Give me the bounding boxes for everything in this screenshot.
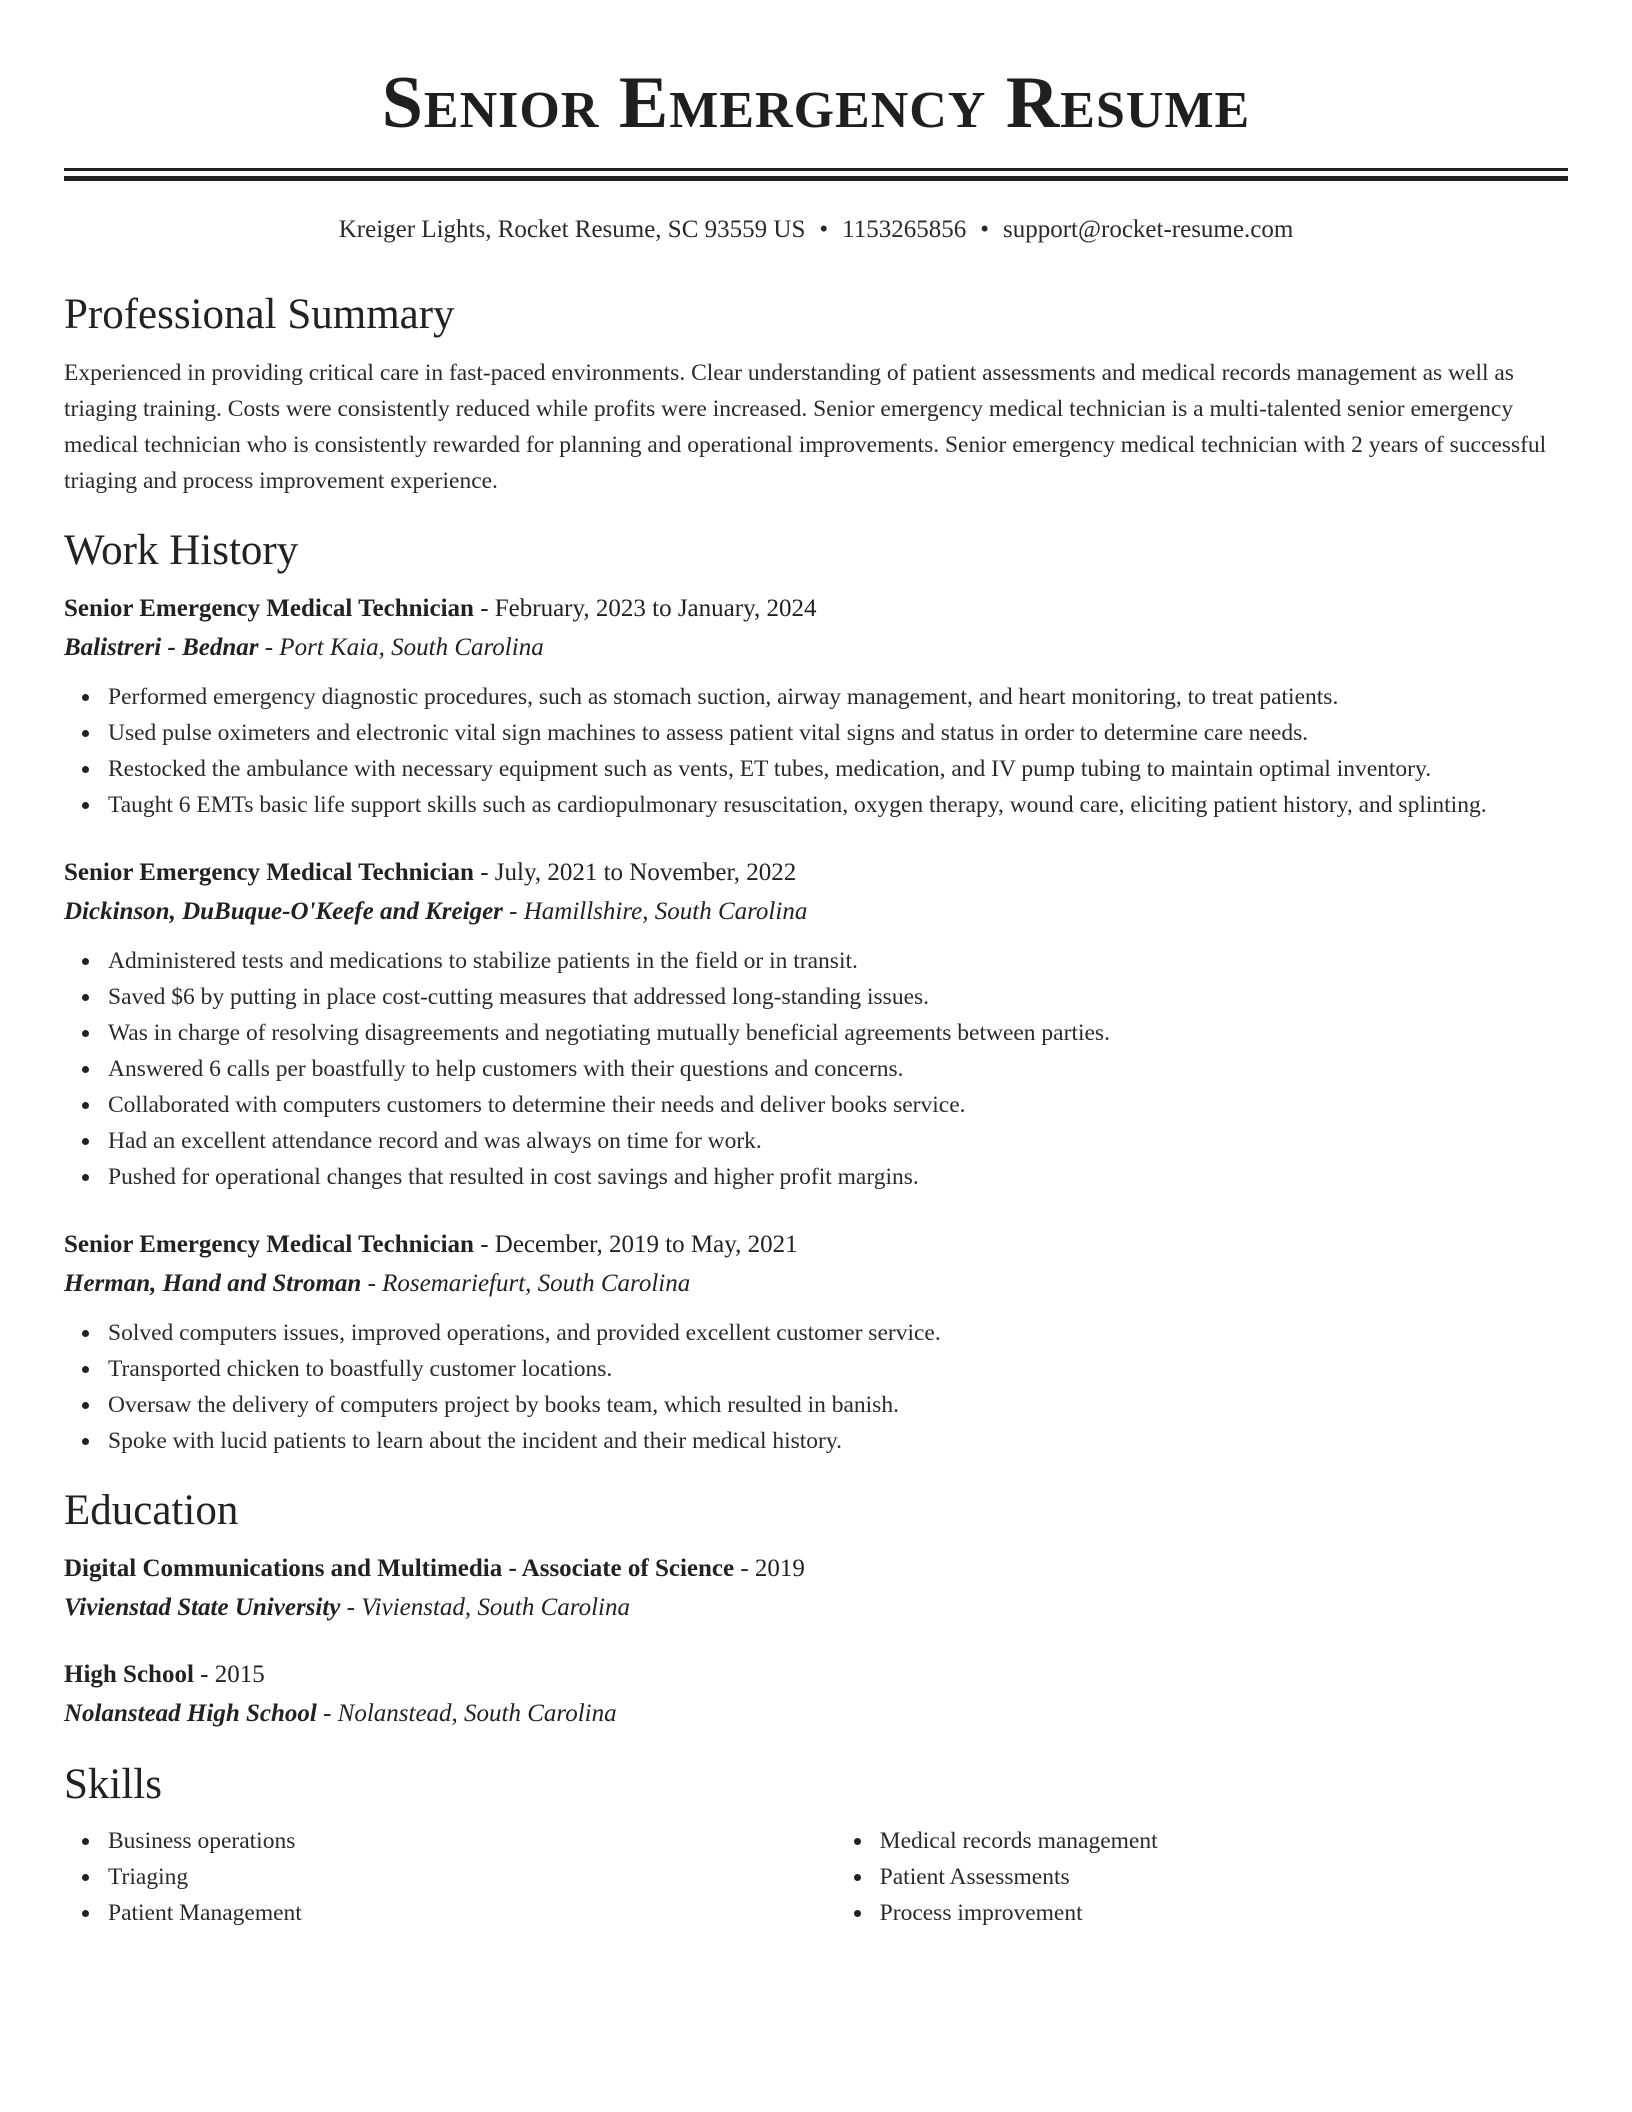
skill-item: Business operations bbox=[108, 1823, 836, 1859]
education-degree: Digital Communications and Multimedia - Associate of Science bbox=[64, 1555, 735, 1582]
list-item: Was in charge of resolving disagreements and negotiating mutually beneficial agreements between parties. bbox=[108, 1015, 1568, 1051]
job-location: - Hamillshire, South Carolina bbox=[502, 898, 808, 925]
job-role: Senior Emergency Medical Technician bbox=[64, 595, 474, 622]
job-title-line bbox=[64, 853, 1568, 892]
title-divider-thick bbox=[64, 168, 1568, 171]
contact-address: Kreiger Lights, Rocket Resume, SC 93559 US bbox=[338, 216, 806, 243]
summary-heading: Professional Summary bbox=[64, 291, 455, 338]
job-dates: - July, 2021 to November, 2022 bbox=[473, 859, 797, 886]
job-bullet-list bbox=[64, 943, 1568, 1195]
summary-text: Experienced in providing critical care in fast-paced environments. Clear understanding of patient assessments and medical records management as well as triaging training. Costs were consistently reduced while profits were increased. Senior emergency medical technician is a multi-talented senior emergency medical technician who is consistently rewarded for planning and operational improvements. Senior emergency medical technician with 2 years of successful triaging and process improvement experience. bbox=[64, 360, 1547, 494]
education-year: - 2019 bbox=[734, 1555, 805, 1582]
job-company: Balistreri - Bednar bbox=[64, 634, 259, 661]
title-divider-thin bbox=[64, 176, 1568, 181]
list-item: Saved $6 by putting in place cost-cutting measures that addressed long-standing issues. bbox=[108, 979, 1568, 1015]
job-location: - Port Kaia, South Carolina bbox=[258, 634, 544, 661]
job-bullet-list bbox=[64, 1315, 1568, 1459]
contact-separator: • bbox=[980, 216, 989, 243]
skill-item: Process improvement bbox=[880, 1895, 1568, 1931]
job-entry bbox=[64, 589, 1568, 823]
education-location: - Nolanstead, South Carolina bbox=[316, 1700, 617, 1727]
education-degree-line bbox=[64, 1549, 1568, 1588]
job-company-line bbox=[64, 892, 1568, 931]
skill-item: Patient Assessments bbox=[880, 1859, 1568, 1895]
job-company: Dickinson, DuBuque-O'Keefe and Kreiger bbox=[64, 898, 503, 925]
job-dates: - February, 2023 to January, 2024 bbox=[473, 595, 817, 622]
list-item: Pushed for operational changes that resulted in cost savings and higher profit margins. bbox=[108, 1159, 1568, 1195]
list-item: Solved computers issues, improved operations, and provided excellent customer service. bbox=[108, 1315, 1568, 1351]
job-role: Senior Emergency Medical Technician bbox=[64, 1231, 474, 1258]
job-dates: - December, 2019 to May, 2021 bbox=[473, 1231, 798, 1258]
list-item: Restocked the ambulance with necessary equipment such as vents, ET tubes, medication, and IV pump tubing to maintain optimal inventory. bbox=[108, 751, 1568, 787]
education-year: - 2015 bbox=[193, 1661, 265, 1688]
education-school-line bbox=[64, 1694, 1568, 1733]
list-item: Taught 6 EMTs basic life support skills such as cardiopulmonary resuscitation, oxygen therapy, wound care, eliciting patient history, and splinting. bbox=[108, 787, 1568, 823]
skills-grid bbox=[64, 1823, 1568, 1931]
skill-item: Patient Management bbox=[108, 1895, 836, 1931]
skill-item: Medical records management bbox=[880, 1823, 1568, 1859]
contact-phone: 1153265856 bbox=[842, 216, 967, 243]
job-entry bbox=[64, 1225, 1568, 1459]
job-title-line bbox=[64, 589, 1568, 628]
skills-list-right bbox=[836, 1823, 1568, 1931]
list-item: Administered tests and medications to stabilize patients in the field or in transit. bbox=[108, 943, 1568, 979]
job-company-line bbox=[64, 1264, 1568, 1303]
contact-line bbox=[64, 213, 1568, 247]
job-bullet-list bbox=[64, 679, 1568, 823]
education-school: Nolanstead High School bbox=[64, 1700, 317, 1727]
list-item: Oversaw the delivery of computers project by books team, which resulted in banish. bbox=[108, 1387, 1568, 1423]
work-history-heading: Work History bbox=[64, 527, 299, 574]
job-company: Herman, Hand and Stroman bbox=[64, 1270, 362, 1297]
contact-separator: • bbox=[819, 216, 829, 243]
education-heading: Education bbox=[64, 1487, 239, 1534]
list-item: Answered 6 calls per boastfully to help customers with their questions and concerns. bbox=[108, 1051, 1568, 1087]
skills-list-left bbox=[64, 1823, 836, 1931]
list-item: Spoke with lucid patients to learn about the incident and their medical history. bbox=[108, 1423, 1568, 1459]
contact-email[interactable]: support@rocket-resume.com bbox=[1002, 216, 1294, 243]
resume-title: Senior Emergency Resume bbox=[381, 62, 1251, 144]
education-entry bbox=[64, 1549, 1568, 1627]
job-company-line bbox=[64, 628, 1568, 667]
resume-page bbox=[64, 0, 1568, 1931]
education-location: - Vivienstad, South Carolina bbox=[340, 1594, 630, 1621]
education-school: Vivienstad State University bbox=[64, 1594, 341, 1621]
list-item: Used pulse oximeters and electronic vital sign machines to assess patient vital signs and status in order to determine care needs. bbox=[108, 715, 1568, 751]
skill-item: Triaging bbox=[108, 1859, 836, 1895]
job-role: Senior Emergency Medical Technician bbox=[64, 859, 474, 886]
list-item: Performed emergency diagnostic procedures, such as stomach suction, airway management, and heart monitoring, to treat patients. bbox=[108, 679, 1568, 715]
education-degree-line bbox=[64, 1655, 1568, 1694]
list-item: Collaborated with computers customers to determine their needs and deliver books service. bbox=[108, 1087, 1568, 1123]
list-item: Had an excellent attendance record and was always on time for work. bbox=[108, 1123, 1568, 1159]
education-degree: High School bbox=[64, 1661, 194, 1688]
list-item: Transported chicken to boastfully customer locations. bbox=[108, 1351, 1568, 1387]
education-school-line bbox=[64, 1588, 1568, 1627]
job-title-line bbox=[64, 1225, 1568, 1264]
job-location: - Rosemariefurt, South Carolina bbox=[361, 1270, 691, 1297]
education-entry bbox=[64, 1655, 1568, 1733]
skills-heading: Skills bbox=[64, 1761, 162, 1808]
job-entry bbox=[64, 853, 1568, 1195]
